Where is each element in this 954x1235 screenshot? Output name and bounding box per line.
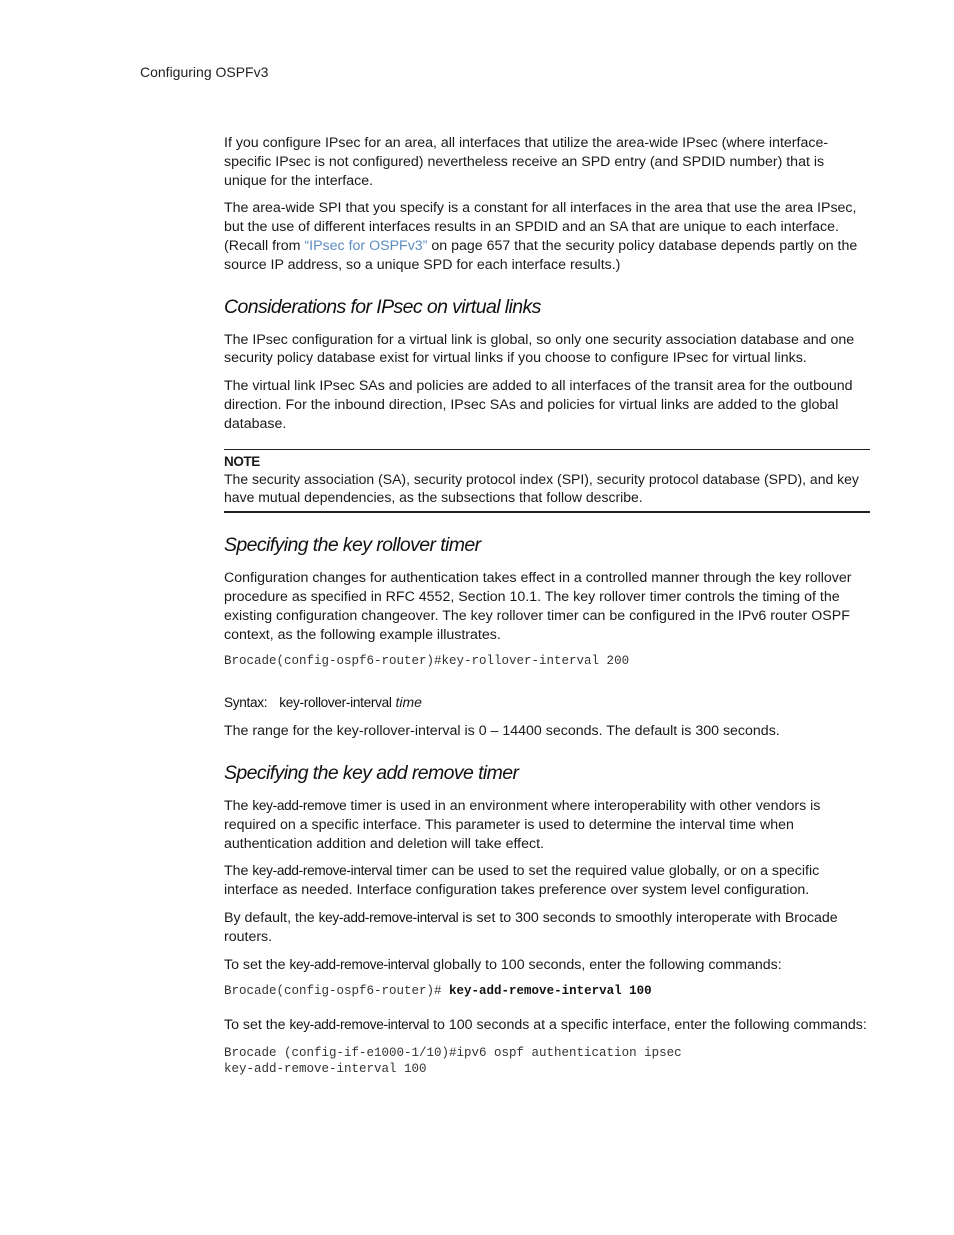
note-body: The security association (SA), security protocol index (SPI), security protocol database (SPD), and key have mutual dependencies, as the subsections that follow describe.	[224, 470, 859, 506]
note-title: NOTE	[224, 453, 260, 469]
p3-post: is set to 300 seconds to smoothly interoperate with Brocade routers.	[224, 909, 838, 945]
note-box	[224, 449, 870, 514]
keyword-interval-2: key-add-remove-interval	[318, 909, 459, 925]
document-body	[224, 134, 870, 1077]
rollover-paragraph-1: Configuration changes for authentication takes effect in a controlled manner through the key rollover procedure as specified in RFC 4552, Section 10.1. The key rollover timer controls the timing of the existing configuration changeover. The key rollover timer can be configured in the IPv6 router OSPF context, as the following example illustrates.	[224, 570, 852, 643]
syntax-command: key-rollover-interval	[279, 695, 392, 711]
interface-code-line-2: key-add-remove-interval 100	[224, 1062, 427, 1077]
p4-post: globally to 100 seconds, enter the following commands:	[429, 956, 782, 973]
virtual-links-paragraph-2: The virtual link IPsec SAs and policies are added to all interfaces of the transit area for the outbound direction. For the inbound direction, IPsec SAs and policies for virtual links are added to the global database.	[224, 378, 853, 432]
keyword-interval-4: key-add-remove-interval	[289, 1017, 430, 1033]
add-remove-paragraph-3	[224, 909, 870, 947]
virtual-links-paragraph-1: The IPsec configuration for a virtual link is global, so only one security association database and one security policy database exist for virtual links if you choose to configure IPsec for virtual links.	[224, 331, 855, 367]
intro-p2-before: The area-wide SPI that you specify is a constant for all interfaces in the area that use the area IPsec, but the use of different interfaces results in an SPDID and an SA that are unique to each interface. (Recall from	[224, 200, 857, 254]
add-remove-paragraph-5	[224, 1016, 870, 1035]
add-remove-paragraph-1	[224, 797, 870, 853]
interface-code-line-1: Brocade (config-if-e1000-1/10)#ipv6 ospf authentication ipsec	[224, 1046, 682, 1061]
syntax-argument: time	[395, 694, 422, 711]
p5-pre: To set the	[224, 1017, 290, 1034]
code-prompt: Brocade(config-ospf6-router)#	[224, 984, 450, 999]
rollover-paragraph-2: The range for the key-rollover-interval is 0 – 14400 seconds. The default is 300 seconds.	[224, 723, 780, 740]
rollover-code-example: Brocade(config-ospf6-router)#key-rollover-interval 200	[224, 654, 630, 669]
intro-p2-after: on page 657 that the security policy database depends partly on the source IP address, so a unique SPD for each interface results.)	[224, 237, 858, 273]
p1-post: timer is used in an environment where interoperability with other vendors is required on a specific interface. This parameter is used to determine the interval time when authentication addition and deletion will take effect.	[224, 797, 821, 852]
running-head-title: Configuring OSPFv3	[140, 64, 269, 80]
add-remove-paragraph-4	[224, 956, 870, 975]
add-remove-paragraph-2	[224, 862, 870, 900]
intro-paragraph-1: If you configure IPsec for an area, all interfaces that utilize the area-wide IPsec (where interface-specific IPsec is not configured) nevertheless receive an SPD entry (and SPDID number) that is unique for the interface.	[224, 135, 829, 189]
rollover-syntax	[224, 693, 870, 713]
ipsec-for-ospfv3-link[interactable]: “IPsec for OSPFv3”	[304, 237, 428, 254]
keyword-key-add-remove: key-add-remove	[252, 797, 347, 813]
syntax-label: Syntax:	[224, 695, 268, 711]
p4-pre: To set the	[224, 956, 290, 973]
heading-key-rollover: Specifying the key rollover timer	[224, 534, 481, 557]
code-command: key-add-remove-interval 100	[449, 984, 652, 999]
heading-key-add-remove: Specifying the key add remove timer	[224, 761, 519, 784]
intro-paragraph-2	[224, 199, 870, 274]
heading-virtual-links: Considerations for IPsec on virtual links	[224, 295, 541, 318]
global-code-example	[224, 983, 870, 999]
p3-pre: By default, the	[224, 909, 319, 926]
p2-post: timer can be used to set the required value globally, or on a specific interface as needed. Interface configuration takes preference over system level configuration.	[224, 863, 820, 899]
p2-pre: The	[224, 863, 253, 880]
keyword-interval-1: key-add-remove-interval	[252, 863, 393, 879]
p5-post: to 100 seconds at a specific interface, enter the following commands:	[429, 1017, 867, 1034]
keyword-interval-3: key-add-remove-interval	[289, 956, 430, 972]
p1-pre: The	[224, 797, 253, 814]
